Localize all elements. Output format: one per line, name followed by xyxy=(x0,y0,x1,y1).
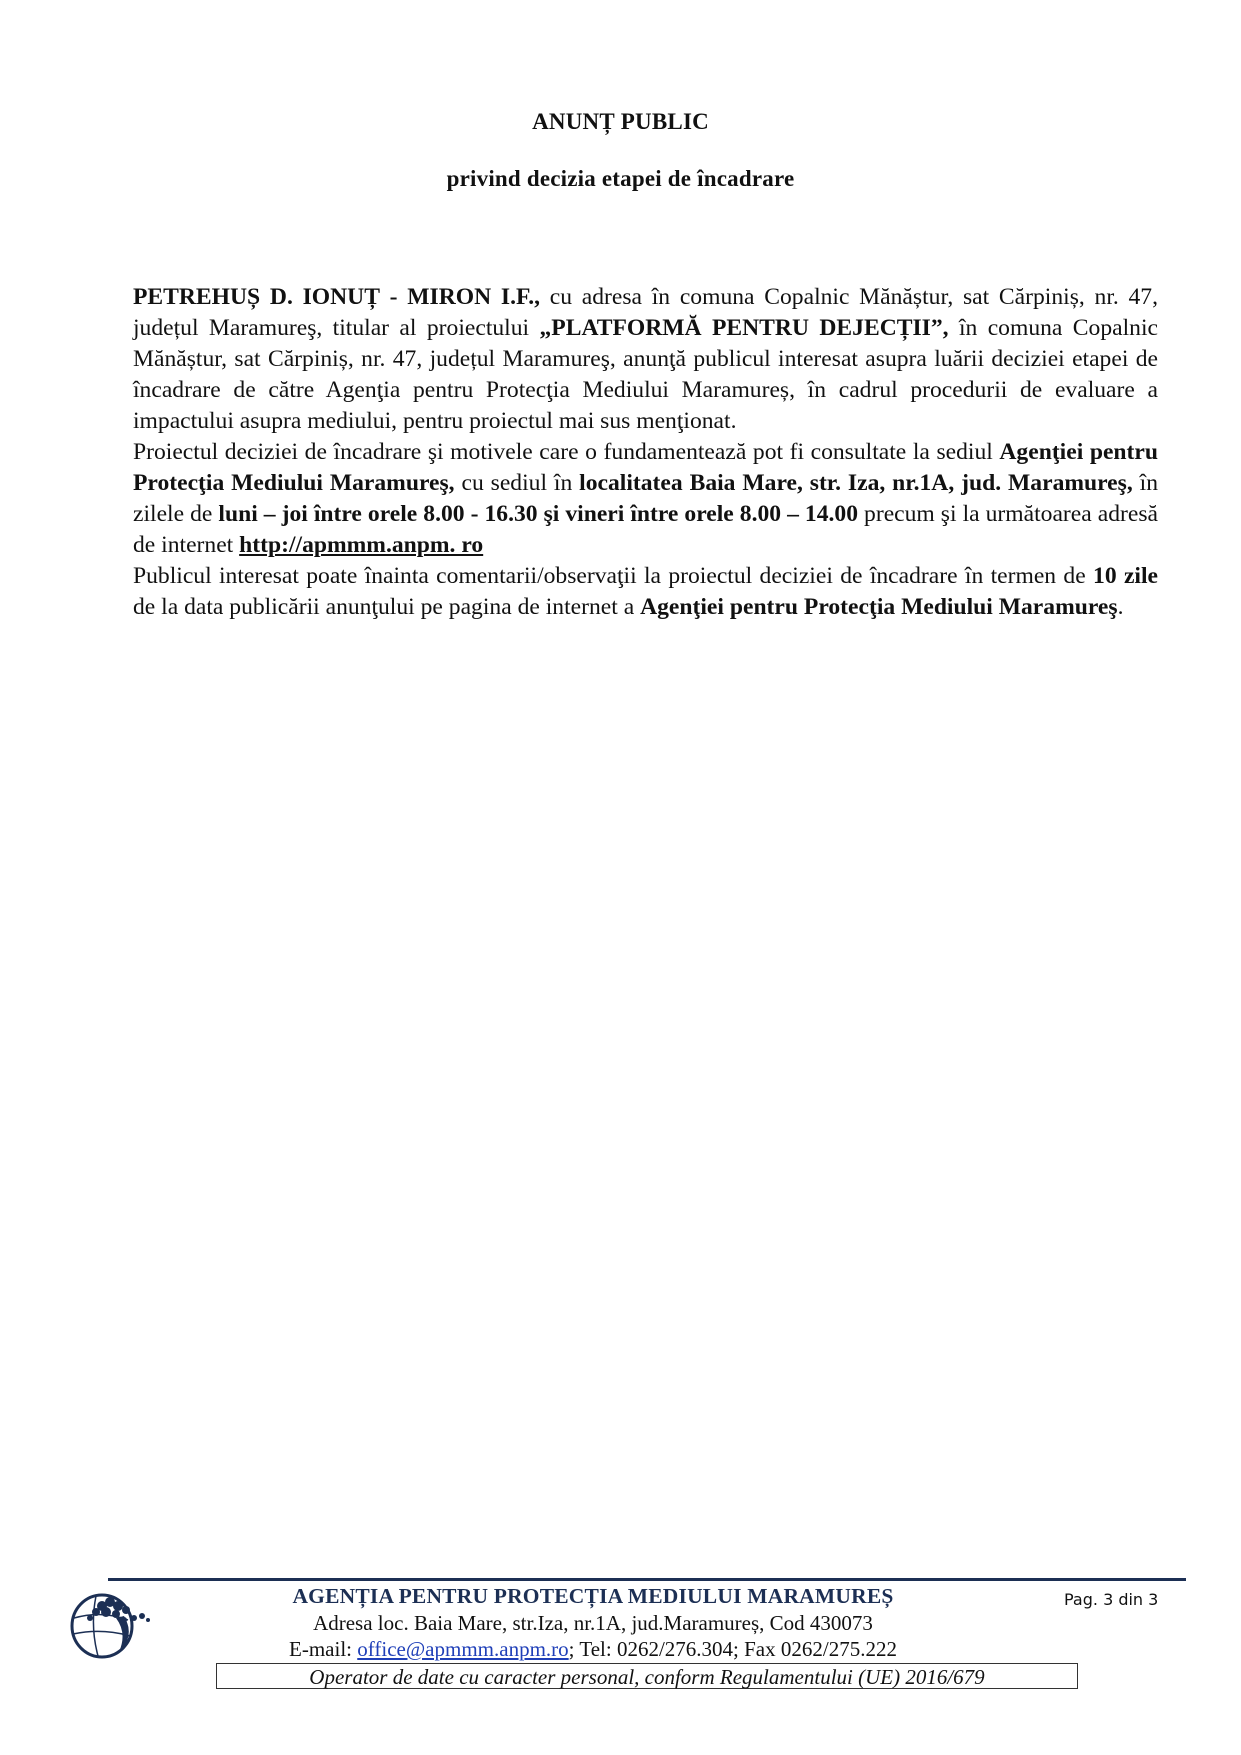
announcement-body xyxy=(133,282,1158,623)
paragraph-comments: Publicul interesat poate înainta comentarii/observaţii la proiectul deciziei de încadrare în termen de 10 zile de la data publicării anunţului pe pagina de internet a Agenţiei pentru Protecţia Mediului Maramureş. xyxy=(133,563,1158,620)
page-number: Pag. 3 din 3 xyxy=(1064,1590,1159,1609)
document-title: ANUNȚ PUBLIC xyxy=(532,109,709,134)
footer-divider xyxy=(108,1578,1186,1581)
globe-tree-logo-icon xyxy=(66,1588,158,1660)
document-subtitle: privind decizia etapei de încadrare xyxy=(446,166,795,191)
footer-email-link[interactable]: office@apmmm.anpm.ro xyxy=(357,1637,569,1661)
footer-gdpr-notice: Operator de date cu caracter personal, conform Regulamentului (UE) 2016/679 xyxy=(216,1663,1078,1689)
office-hours: luni – joi între orele 8.00 - 16.30 şi vineri între orele 8.00 – 14.00 xyxy=(218,501,859,527)
agency-location: localitatea Baia Mare, str. Iza, nr.1A, jud. Maramureş, xyxy=(579,470,1133,496)
comment-deadline: 10 zile xyxy=(1093,563,1158,589)
paragraph-applicant: PETREHUȘ D. IONUȚ - MIRON I.F., cu adresa în comuna Copalnic Mănăștur, sat Cărpiniș, nr. 47, județul Maramureş, titular al proiectului „PLATFORMĂ PENTRU DEJECȚII”, în comuna Copalnic Mănăștur, sat Cărpiniș, nr. 47, județul Maramureş, anunţă publicul interesat asupra luării deciziei etapei de încadrare de către Agenţia pentru Protecţia Mediului Maramureș, în cadrul procedurii de evaluare a impactului asupra mediului, pentru proiectul mai sus menţionat. xyxy=(133,284,1159,434)
agency-name-closing: Agenţiei pentru Protecţia Mediului Maramureş xyxy=(640,594,1118,620)
agency-website-link[interactable]: http://apmmm.anpm. ro xyxy=(239,532,484,558)
paragraph-consultation: Proiectul deciziei de încadrare şi motivele care o fundamentează pot fi consultate la sediul Agenţiei pentru Protecţia Mediului Maramureş, cu sediul în localitatea Baia Mare, str. Iza, nr.1A, jud. Maramureş, în zilele de luni – joi între orele 8.00 - 16.30 şi vineri între orele 8.00 – 14.00 precum şi la următoarea adresă de internet http://apmmm.anpm. ro xyxy=(133,439,1159,558)
footer-contact: E-mail: office@apmmm.anpm.ro; Tel: 0262/276.304; Fax 0262/275.222 xyxy=(289,1637,897,1661)
project-name: „PLATFORMĂ PENTRU DEJECȚII”, xyxy=(539,315,949,341)
agency-name: Agenţiei pentru Protecţia Mediului Maramureş, xyxy=(133,439,1159,496)
company-name: PETREHUȘ D. IONUȚ - MIRON I.F., xyxy=(133,284,541,310)
footer-agency-title: AGENȚIA PENTRU PROTECȚIA MEDIULUI MARAMUREȘ xyxy=(292,1584,894,1608)
footer-address: Adresa loc. Baia Mare, str.Iza, nr.1A, jud.Maramureș, Cod 430073 xyxy=(313,1611,873,1635)
